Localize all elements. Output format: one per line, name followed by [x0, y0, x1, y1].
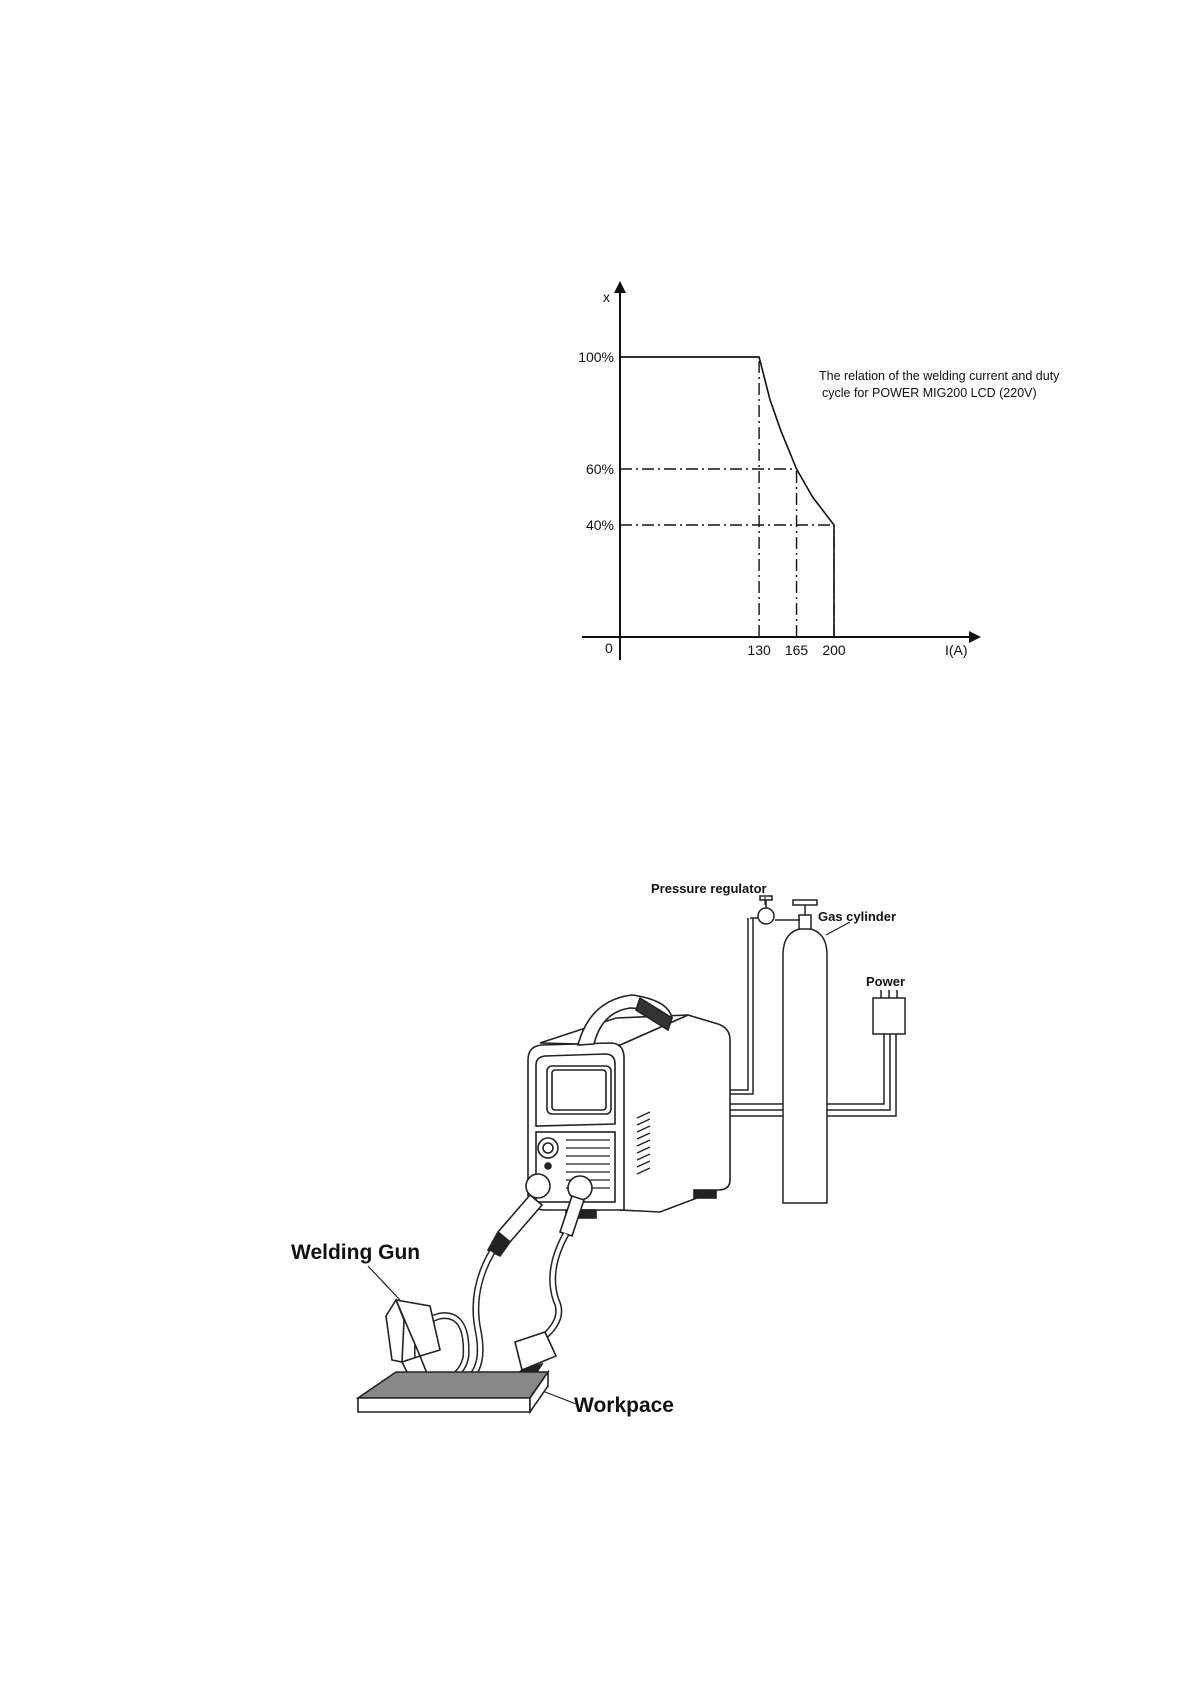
chart-title-line-1: The relation of the welding current and duty — [819, 369, 1060, 383]
y-tick-label: 100% — [578, 349, 614, 365]
pressure-regulator-label: Pressure regulator — [651, 881, 767, 896]
origin-label: 0 — [605, 640, 613, 656]
workpiece-plate — [358, 1372, 548, 1412]
y-tick-label: 40% — [585, 517, 614, 533]
gas-cylinder-label: Gas cylinder — [818, 909, 897, 924]
workpiece-leader-line — [540, 1390, 576, 1404]
lcd-display — [552, 1070, 606, 1110]
x-axis-label: I(A) — [945, 642, 968, 658]
welding-gun-label: Welding Gun — [291, 1241, 421, 1264]
workpiece-label: Workpace — [574, 1394, 674, 1417]
gas-hose — [730, 918, 753, 1094]
x-tick-label: 200 — [822, 642, 846, 658]
welding-gun-leader-line — [368, 1266, 400, 1300]
power-plug-icon — [873, 990, 905, 1034]
welding-machine — [528, 1015, 730, 1218]
y-tick-label: 60% — [585, 461, 614, 477]
x-tick-label: 130 — [747, 642, 771, 658]
power-label: Power — [866, 974, 906, 989]
gas-cylinder-icon — [783, 900, 827, 1203]
x-tick-label: 165 — [784, 642, 809, 658]
torch-connector — [488, 1174, 550, 1256]
y-axis-label: x — [603, 289, 610, 305]
chart-title-line-2: cycle for POWER MIG200 LCD (220V) — [822, 386, 1037, 400]
